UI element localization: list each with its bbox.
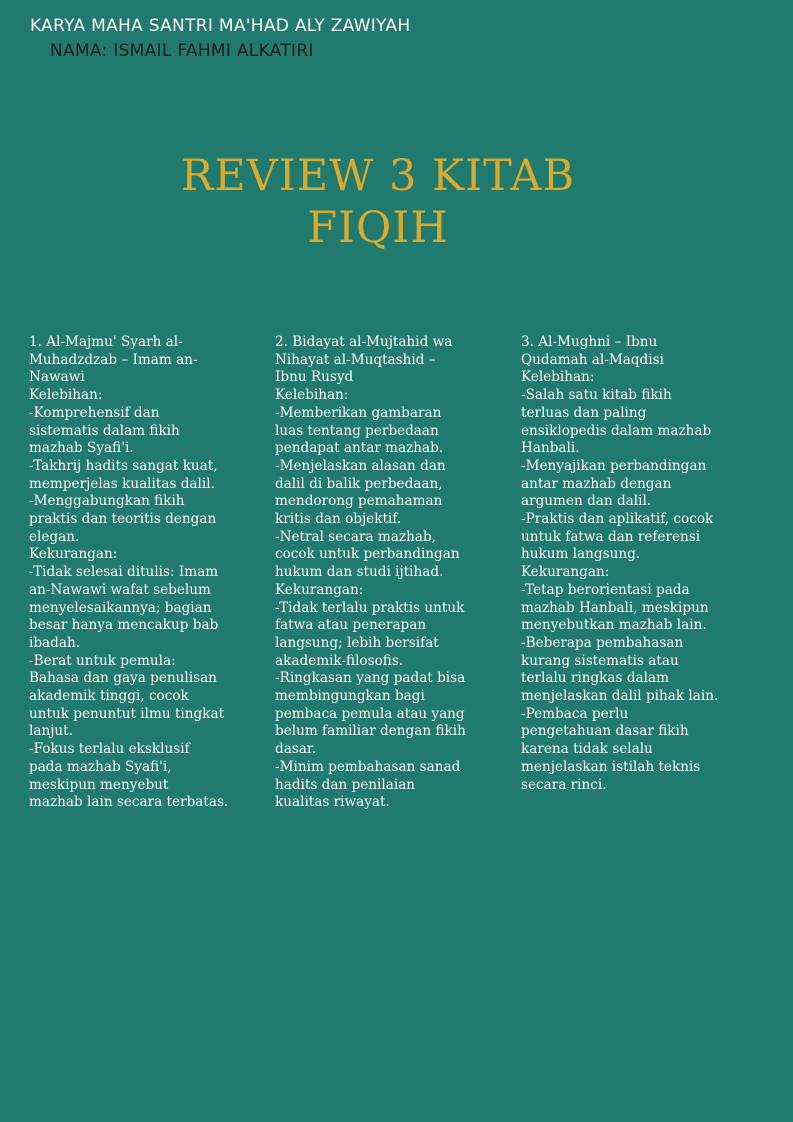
review-text-line: -Berat untuk pemula:: [29, 652, 176, 669]
review-text-line: -Memberikan gambaran: [275, 404, 442, 421]
review-text-line: hadits dan penilaian: [275, 776, 416, 793]
review-text-line: Kekurangan:: [521, 564, 610, 581]
review-text-line: belum familiar dengan fikih: [275, 723, 466, 740]
review-text-line: karena tidak selalu: [521, 741, 653, 758]
review-text-line: an-Nawawi wafat sebelum: [29, 581, 211, 598]
review-text-line: sistematis dalam fikih: [29, 422, 180, 439]
review-text-line: -Fokus terlalu eksklusif: [29, 741, 190, 758]
title-line-1: REVIEW 3 KITAB: [180, 151, 576, 201]
review-text-line: pengetahuan dasar fikih: [521, 723, 689, 740]
review-text-line: 2. Bidayat al-Mujtahid wa: [275, 334, 453, 350]
review-text-line: Kelebihan:: [521, 369, 595, 386]
review-text-line: menyelesaikannya; bagian: [29, 599, 212, 616]
title-line-2: FIQIH: [307, 203, 449, 253]
review-text-line: dasar.: [275, 741, 317, 758]
review-text-line: mendorong pemahaman: [275, 493, 443, 510]
review-text-line: kualitas riwayat.: [275, 794, 390, 811]
review-text-line: -Komprehensif dan: [29, 404, 160, 421]
review-text-line: memperjelas kualitas dalil.: [29, 475, 215, 492]
review-text-line: kritis dan objektif.: [275, 511, 402, 528]
review-text-line: membingungkan bagi: [275, 688, 425, 705]
page-title: [0, 150, 756, 254]
review-text-line: dalil di balik perbedaan,: [275, 475, 443, 492]
review-column-3: [521, 334, 747, 794]
review-text-line: argumen dan dalil.: [521, 493, 652, 510]
review-text-line: Qudamah al-Maqdisi: [521, 351, 664, 368]
review-text-line: praktis dan teoritis dengan: [29, 511, 217, 528]
review-text-line: menjelaskan istilah teknis: [521, 758, 701, 775]
header-institution: KARYA MAHA SANTRI MA'HAD ALY ZAWIYAH: [30, 16, 411, 36]
review-text-line: -Beberapa pembahasan: [521, 634, 684, 651]
review-text-line: menjelaskan dalil pihak lain.: [521, 688, 719, 705]
review-text-line: terluas dan paling: [521, 404, 647, 421]
review-text-line: Hanbali.: [521, 440, 580, 457]
review-text-line: Kekurangan:: [275, 581, 364, 598]
review-text-line: -Takhrij hadits sangat kuat,: [29, 457, 218, 474]
review-text-line: akademik-filosofis.: [275, 652, 404, 669]
review-text-line: mazhab Hanbali, meskipun: [521, 599, 709, 616]
review-text-line: fatwa atau penerapan: [275, 617, 427, 634]
review-text-line: antar mazhab dengan: [521, 475, 672, 492]
review-text-line: ensiklopedis dalam mazhab: [521, 422, 712, 439]
review-text-line: terlalu ringkas dalam: [521, 670, 669, 687]
review-text-line: elegan.: [29, 528, 80, 545]
review-text-line: kurang sistematis atau: [521, 652, 679, 669]
review-text-line: ibadah.: [29, 634, 81, 651]
review-text-line: Nihayat al-Muqtashid –: [275, 351, 436, 368]
review-text-line: -Praktis dan aplikatif, cocok: [521, 511, 714, 528]
review-text-line: meskipun menyebut: [29, 776, 169, 793]
review-text-line: -Tidak selesai ditulis: Imam: [29, 564, 219, 581]
review-text-line: untuk fatwa dan referensi: [521, 528, 701, 545]
review-text-line: mazhab Syafi'i.: [29, 440, 134, 457]
review-text-line: lanjut.: [29, 723, 73, 740]
review-text-line: -Tetap berorientasi pada: [521, 581, 690, 598]
review-text-line: pada mazhab Syafi'i,: [29, 758, 172, 775]
review-column-1: [29, 334, 257, 812]
review-text-line: 3. Al-Mughni – Ibnu: [521, 334, 658, 350]
review-text-line: luas tentang perbedaan: [275, 422, 439, 439]
review-text-line: cocok untuk perbandingan: [275, 546, 460, 563]
review-text-line: mazhab lain secara terbatas.: [29, 794, 229, 811]
review-text-line: Nawawi: [29, 369, 85, 386]
review-text-line: Ibnu Rusyd: [275, 369, 354, 386]
review-text-line: -Minim pembahasan sanad: [275, 758, 461, 775]
review-text-line: -Netral secara mazhab,: [275, 528, 436, 545]
review-text-line: besar hanya mencakup bab: [29, 617, 219, 634]
header-author-name: NAMA: ISMAIL FAHMI ALKATIRI: [50, 41, 314, 61]
review-text-line: Bahasa dan gaya penulisan: [29, 670, 217, 687]
review-text-line: pembaca pemula atau yang: [275, 705, 465, 722]
review-text-line: -Menyajikan perbandingan: [521, 457, 707, 474]
review-text-line: untuk penuntut ilmu tingkat: [29, 705, 225, 722]
review-text-line: Muhadzdzab – Imam an-: [29, 351, 198, 368]
review-text-line: secara rinci.: [521, 776, 607, 793]
review-text-line: hukum dan studi ijtihad.: [275, 564, 444, 581]
review-text-line: hukum langsung.: [521, 546, 641, 563]
review-text-line: -Menggabungkan fikih: [29, 493, 185, 510]
review-text-line: pendapat antar mazhab.: [275, 440, 444, 457]
review-text-line: 1. Al-Majmu' Syarh al-: [29, 334, 183, 350]
review-text-line: langsung; lebih bersifat: [275, 634, 439, 651]
review-text-line: -Tidak terlalu praktis untuk: [275, 599, 465, 616]
review-text-line: Kelebihan:: [275, 387, 349, 404]
review-text-line: -Pembaca perlu: [521, 705, 629, 722]
review-text-line: menyebutkan mazhab lain.: [521, 617, 707, 634]
review-column-2: [275, 334, 501, 812]
review-text-line: -Menjelaskan alasan dan: [275, 457, 446, 474]
review-text-line: Kelebihan:: [29, 387, 103, 404]
review-text-line: akademik tinggi, cocok: [29, 688, 189, 705]
review-text-line: -Ringkasan yang padat bisa: [275, 670, 466, 687]
review-text-line: -Salah satu kitab fikih: [521, 387, 672, 404]
review-text-line: Kekurangan:: [29, 546, 118, 563]
